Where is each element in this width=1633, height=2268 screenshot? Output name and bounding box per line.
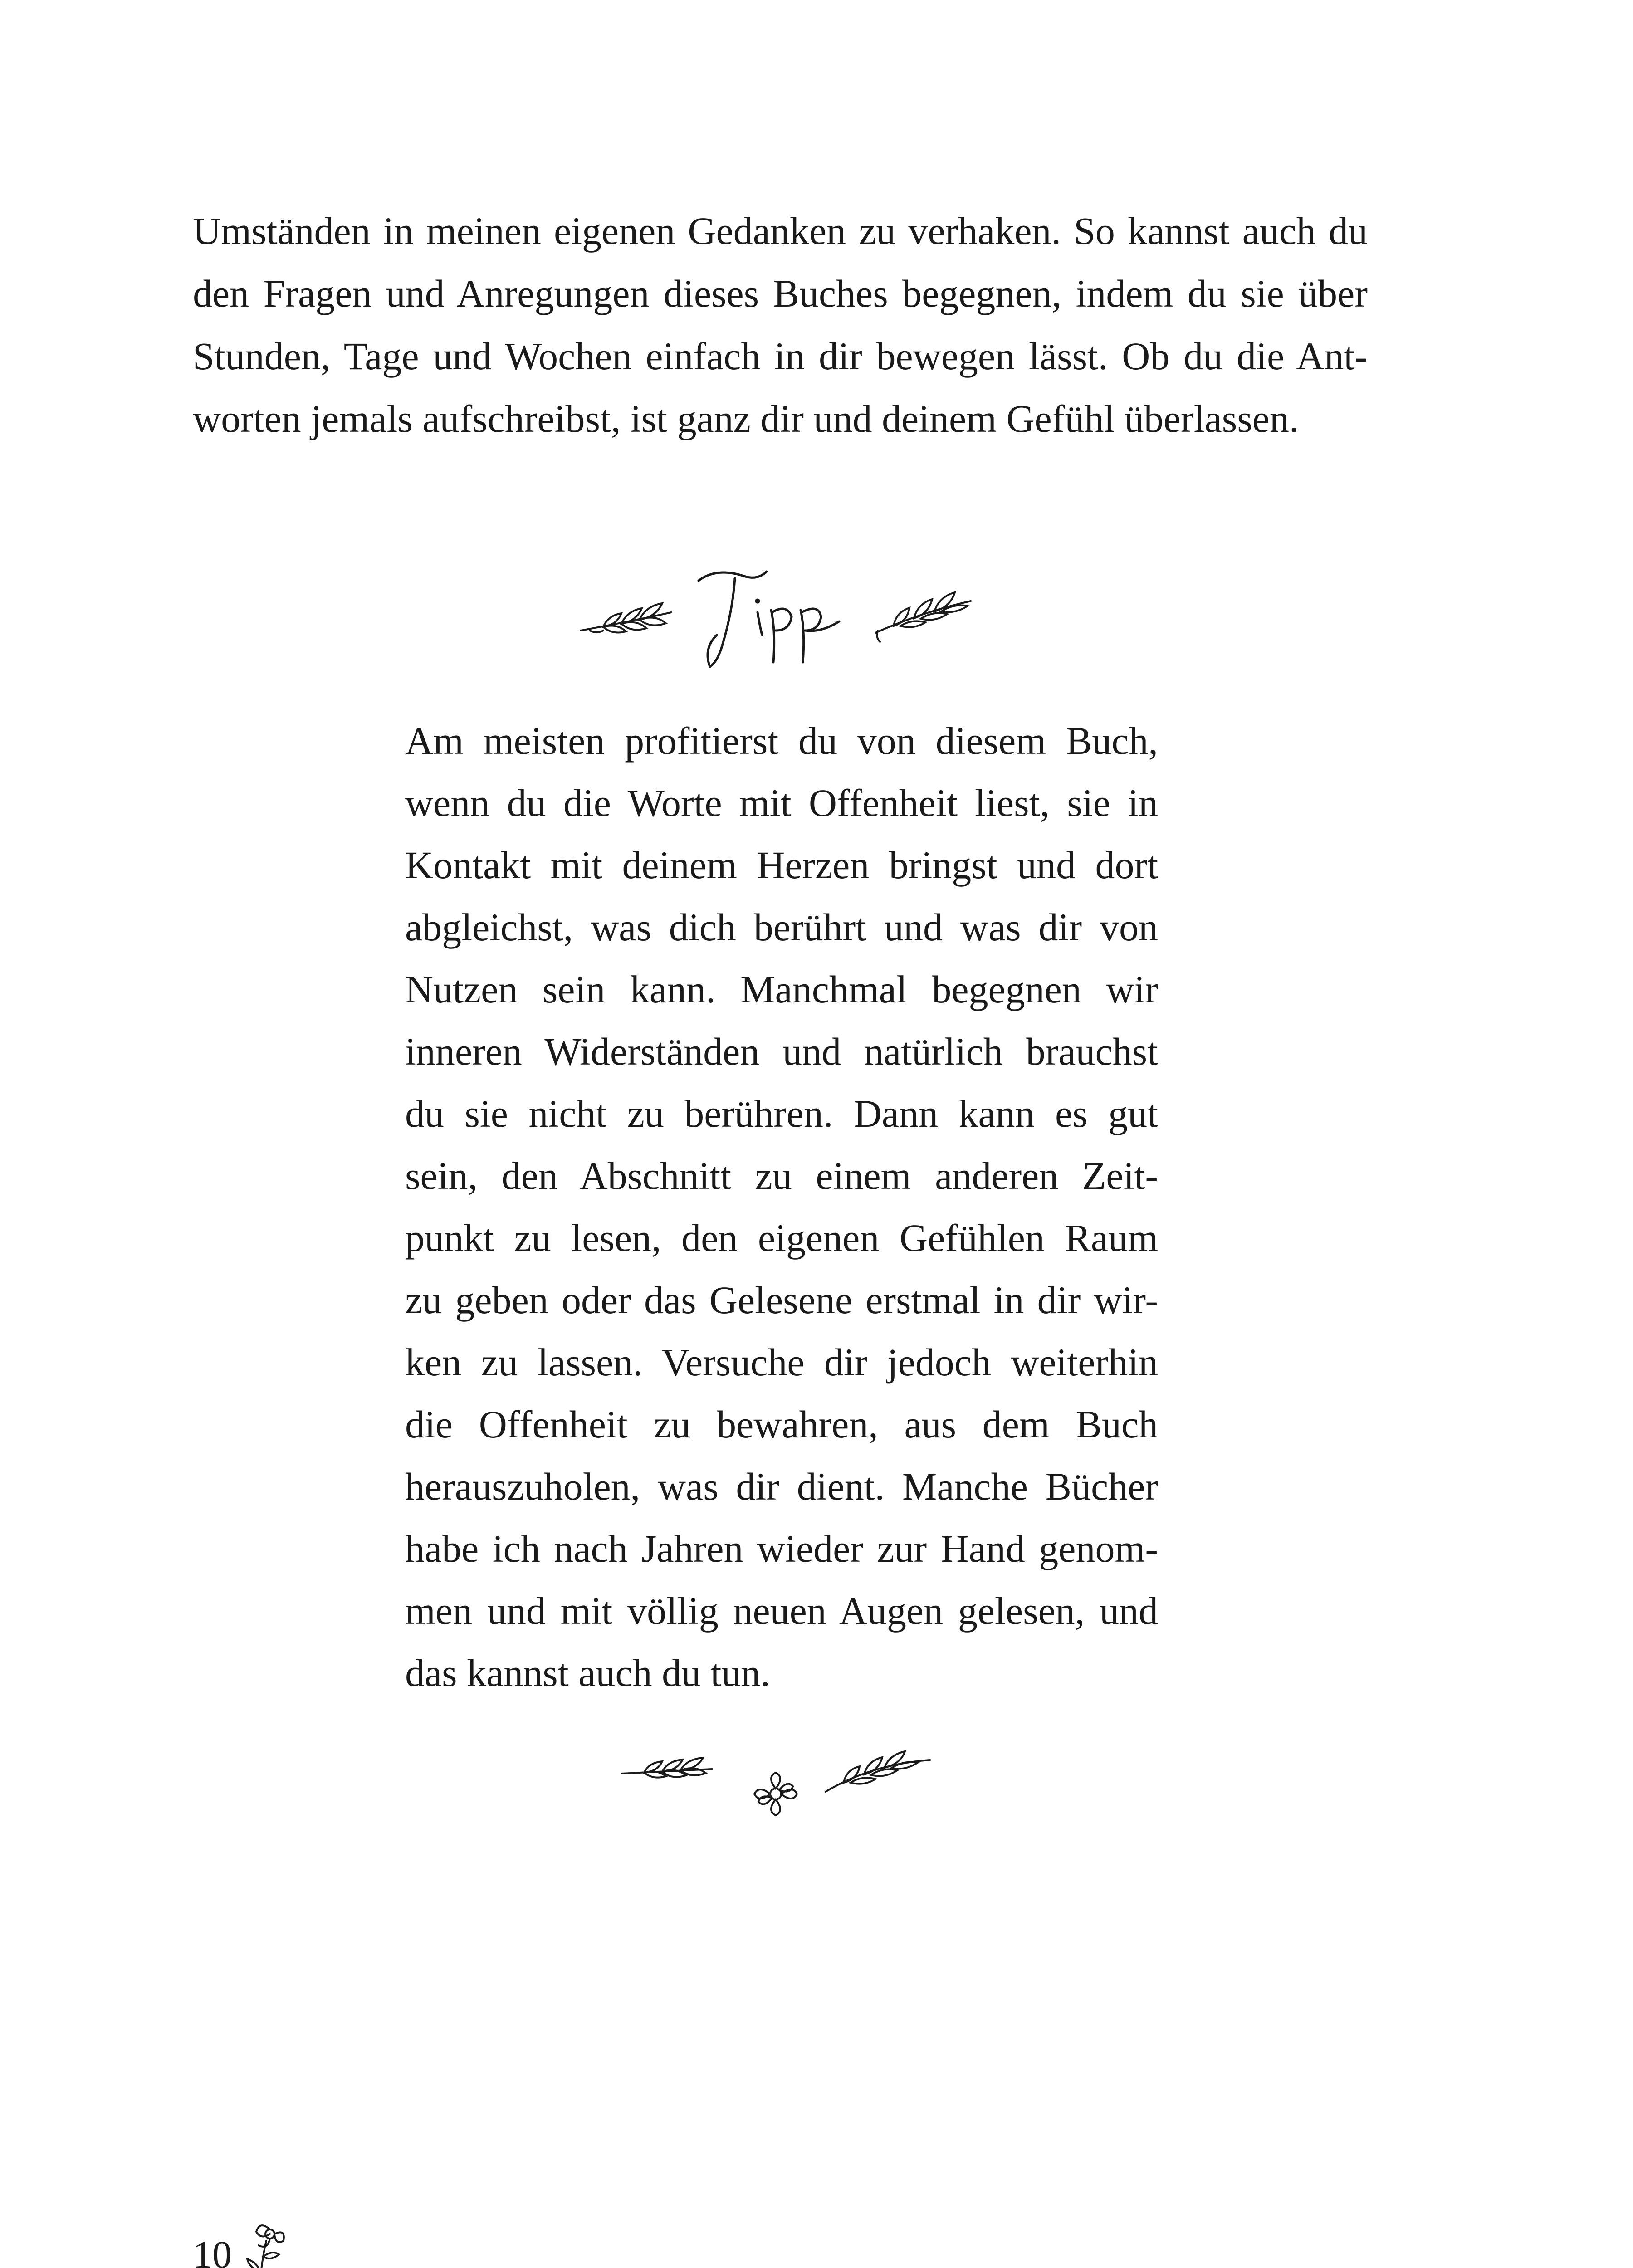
text-line: abgleichst, was dich berührt und was dir von <box>405 905 1158 949</box>
text-line: Umständen in meinen eigenen Gedanken zu verhaken. So kannst auch du <box>193 209 1368 253</box>
text-line: Kontakt mit deinem Herzen bringst und dort <box>405 843 1158 887</box>
rose-stem-icon <box>238 2214 293 2268</box>
text-line: den Fragen und Anregungen dieses Buches begegnen, indem du sie über <box>193 272 1368 315</box>
laurel-branch-left-icon <box>621 1758 712 1778</box>
flower-icon <box>754 1773 797 1815</box>
text-line: Nutzen sein kann. Manchmal begegnen wir <box>405 968 1158 1011</box>
laurel-branch-right-icon <box>826 1751 930 1792</box>
laurel-branch-right-icon <box>875 592 971 642</box>
text-line: worten jemals aufschreibst, ist ganz dir und deinem Gefühl überlassen. <box>193 397 1299 440</box>
tip-heading <box>576 558 975 676</box>
text-line: herauszuholen, was dir dient. Manche Bücher <box>405 1465 1158 1508</box>
intro-paragraph <box>193 200 1368 450</box>
text-line: Am meisten profitierst du von diesem Buch, <box>405 719 1158 763</box>
section-end-ornament <box>617 1746 934 1828</box>
text-line: die Offenheit zu bewahren, aus dem Buch <box>405 1403 1158 1446</box>
text-line: habe ich nach Jahren wieder zur Hand genom- <box>405 1527 1158 1570</box>
page-number: 10 <box>193 2233 232 2268</box>
text-line: du sie nicht zu berühren. Dann kann es gut <box>405 1092 1158 1135</box>
text-line: sein, den Abschnitt zu einem anderen Zeit- <box>405 1154 1158 1198</box>
text-line: punkt zu lesen, den eigenen Gefühlen Raum <box>405 1216 1158 1260</box>
text-line: men und mit völlig neuen Augen gelesen, und <box>405 1589 1158 1633</box>
text-line: Stunden, Tage und Wochen einfach in dir bewegen lässt. Ob du die Ant- <box>193 334 1368 378</box>
text-line: ken zu lassen. Versuche dir jedoch weiterhin <box>405 1340 1158 1384</box>
tip-paragraph <box>405 710 1158 1704</box>
text-line: wenn du die Worte mit Offenheit liest, sie in <box>405 781 1158 825</box>
tip-heading-script <box>689 558 862 676</box>
text-line: inneren Widerständen und natürlich brauchst <box>405 1030 1158 1073</box>
text-line: das kannst auch du tun. <box>405 1651 770 1695</box>
text-line: zu geben oder das Gelesene erstmal in dir wir- <box>405 1278 1158 1322</box>
laurel-branch-left-icon <box>581 603 671 632</box>
